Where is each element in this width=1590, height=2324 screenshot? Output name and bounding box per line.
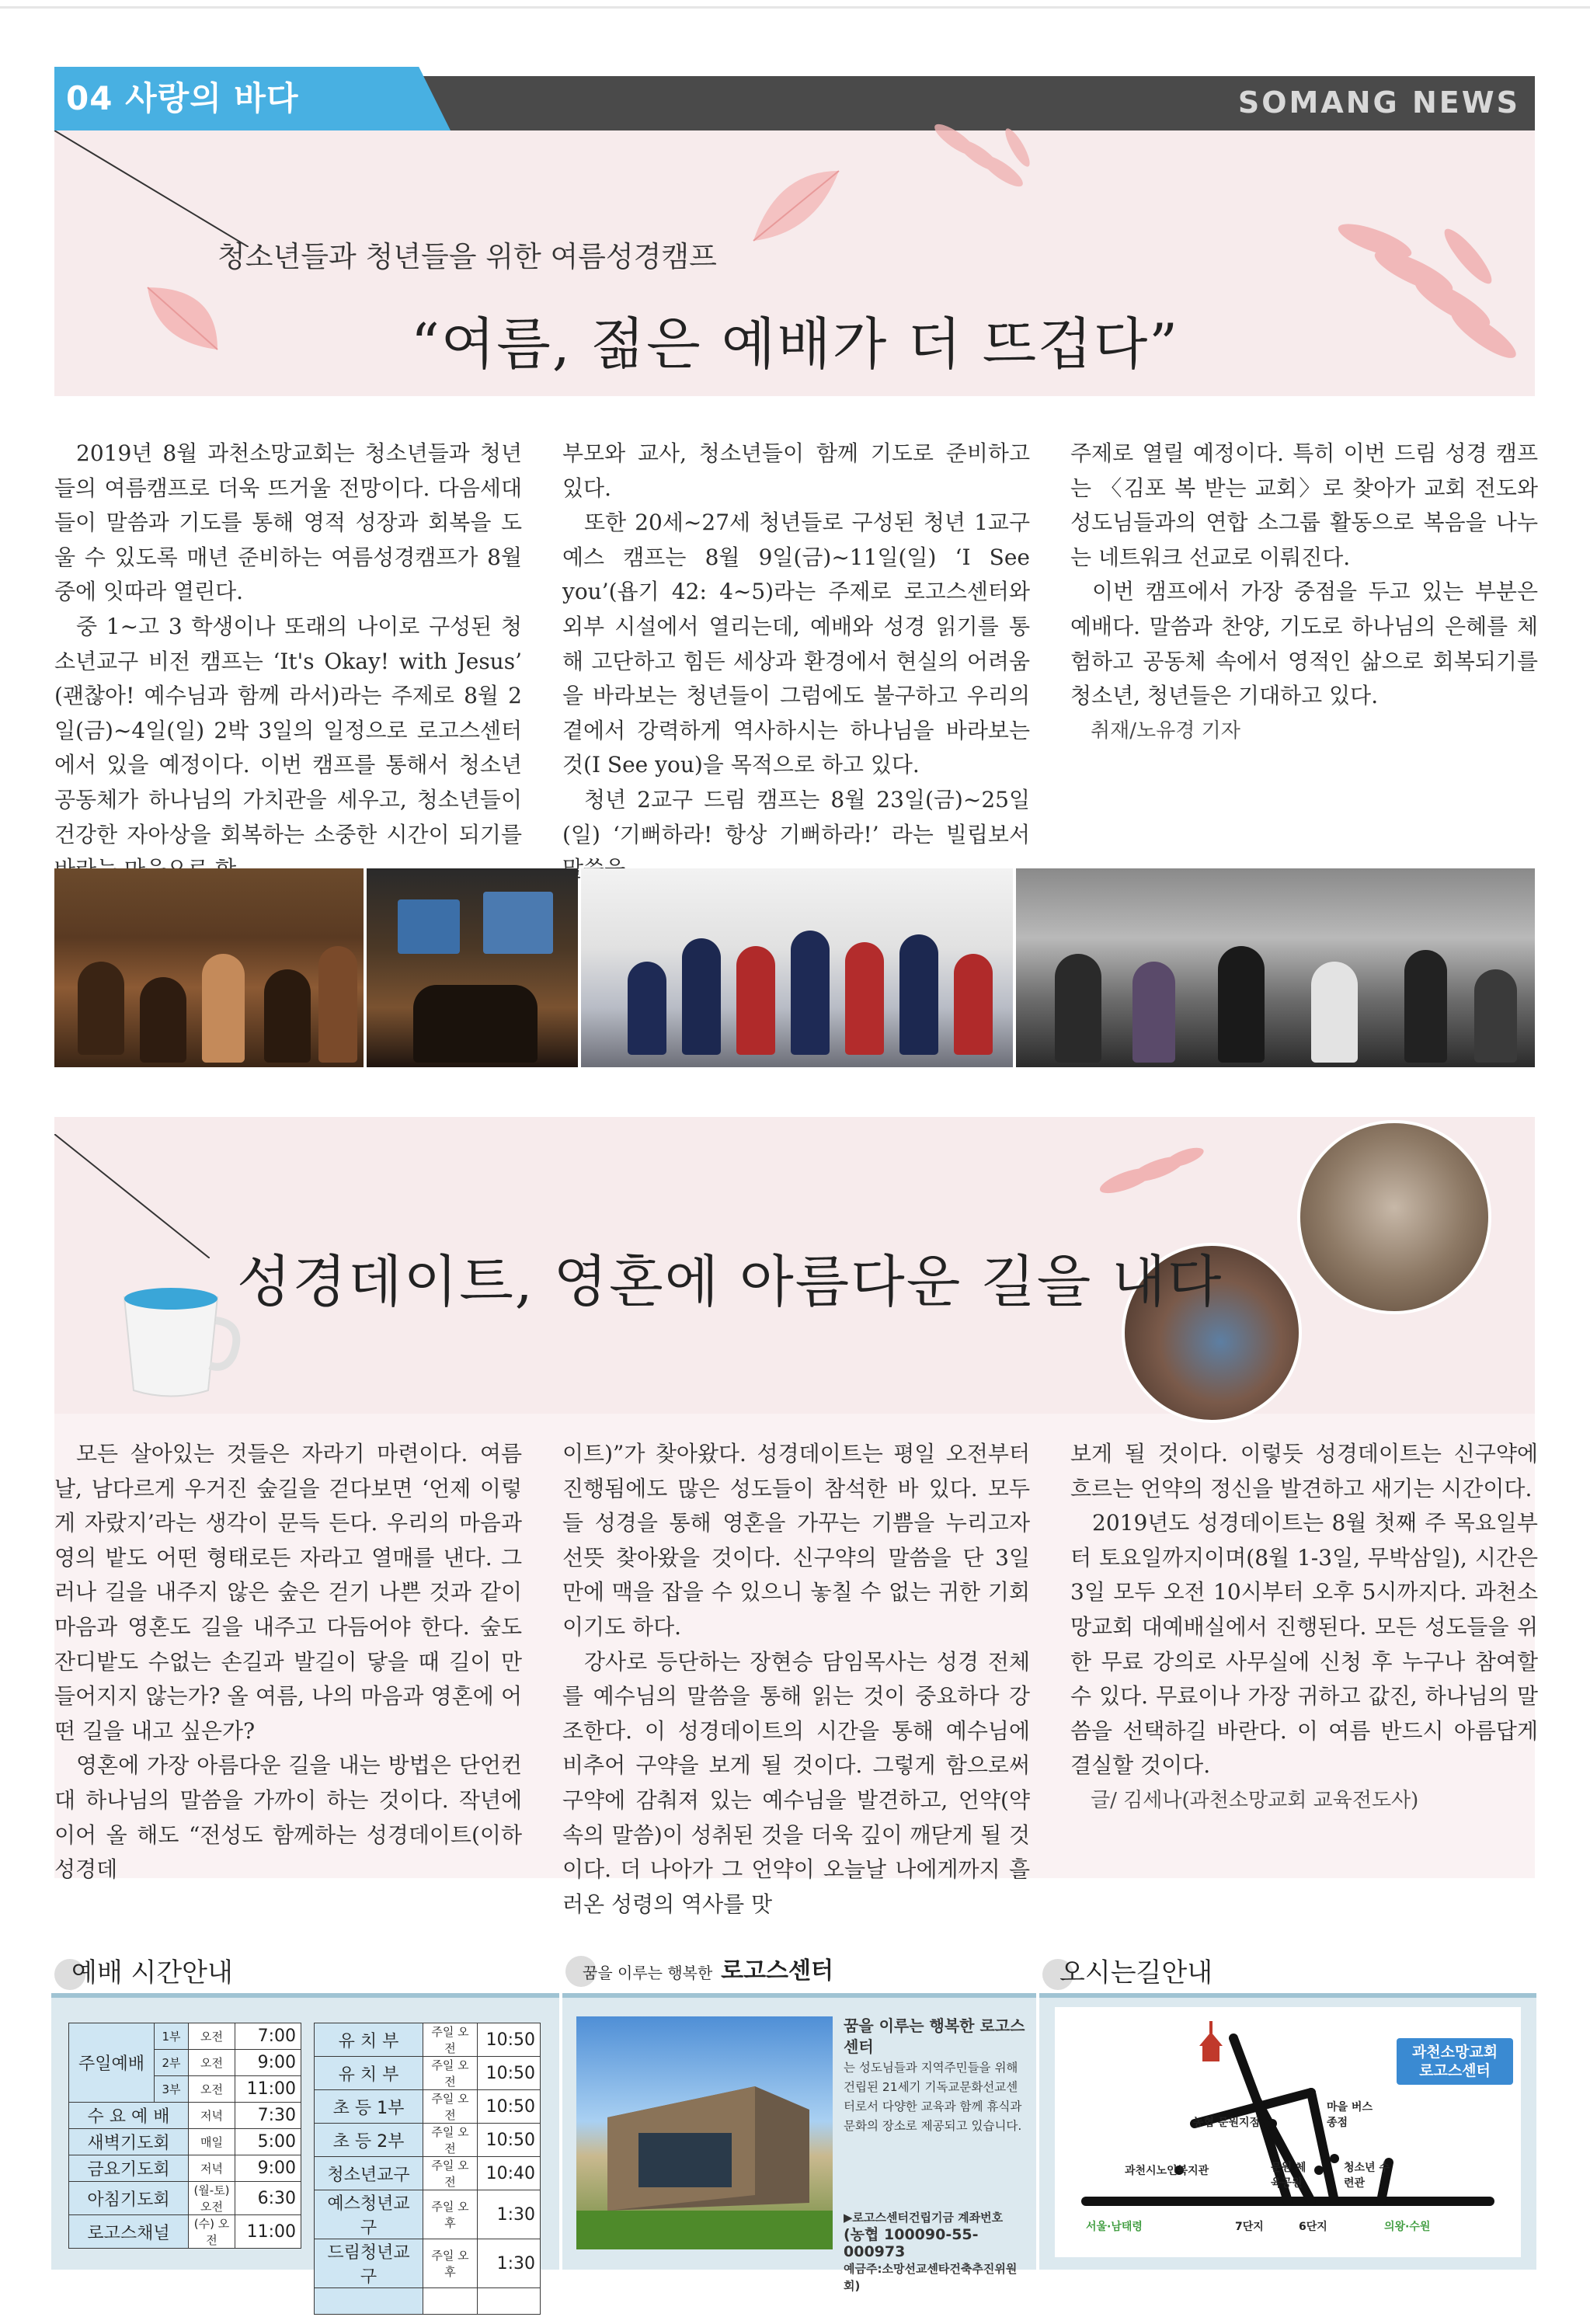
map-label-park: 문원 체육공원 bbox=[1271, 2162, 1306, 2190]
table-cell: 수 요 예 배 bbox=[69, 2103, 189, 2129]
table-cell bbox=[423, 2288, 478, 2315]
table-cell: (수) 오전 bbox=[189, 2215, 235, 2249]
table-cell: 10:50 bbox=[478, 2090, 541, 2124]
table-row bbox=[315, 2157, 541, 2190]
teacup-icon bbox=[109, 1266, 249, 1406]
decorative-diagonal-line bbox=[54, 1134, 210, 1258]
camp-photo-dance bbox=[1016, 868, 1535, 1067]
camp-photo-group bbox=[581, 868, 1013, 1067]
table-cell: 저녁 bbox=[189, 2103, 235, 2129]
table-cell: 예스청년교구 bbox=[315, 2190, 423, 2239]
logos-text-body: 는 성도님들과 지역주민들을 위해 건립된 21세기 기독교문화선교센터로서 다양한 교육과 함께 휴식과 문화의 장소로 제공되고 있습니다. bbox=[844, 2061, 1022, 2133]
logos-text-head: 꿈을 이루는 행복한 로고스센터 bbox=[844, 2016, 1025, 2056]
table-cell: 9:00 bbox=[235, 2155, 301, 2182]
table-row bbox=[315, 2239, 541, 2288]
table-cell: 유 치 부 bbox=[315, 2057, 423, 2090]
table-row bbox=[69, 2103, 301, 2129]
logos-account-number: (농협 100090-55-000973 bbox=[844, 2226, 979, 2260]
camp-photo-stage bbox=[367, 868, 578, 1067]
table-cell: 주일 오전 bbox=[423, 2157, 478, 2190]
map-label-youth: 청소년 수련관 bbox=[1344, 2162, 1390, 2190]
table-cell: 7:00 bbox=[235, 2023, 301, 2050]
church-location-label: 과천소망교회 로고스센터 bbox=[1397, 2038, 1513, 2085]
worship-section-title bbox=[54, 1951, 233, 1990]
paragraph: 2019년도 성경데이트는 8월 첫째 주 목요일부터 토요일까지이며(8월 1-3일, 무박삼일), 시간은 3일 모두 오전 10시부터 오후 5시까지다. 과천소망교회 대예배실에서 진행된다. 모든 성도들을 위한 무료 강의로 사무실에 신청 후 누구나 참여할 수 있다. 무료이나 가장 귀하고 값진, 하나님의 말씀을 선택하길 바란다. 이 여름 반드시 아름답게 결실할 것이다. bbox=[1070, 1510, 1538, 1779]
logos-account-label: ▶로고스센터건립기금 계좌번호 bbox=[844, 2211, 1004, 2225]
leaf-icon bbox=[1095, 1134, 1204, 1212]
table-row bbox=[315, 2124, 541, 2157]
table-cell: 11:00 bbox=[235, 2076, 301, 2103]
table-cell: 드림청년교구 bbox=[315, 2239, 423, 2288]
paragraph: 중 1~고 3 학생이나 또래의 나이로 구성된 청소년교구 비전 캠프는 ‘It's Okay! with Jesus’ (괜찮아! 예수님과 함께 라서)라는 주제로 8월 2일(금)~4일(일) 2박 3일의 일정으로 로고스센터에서 있을 예정이다. 이번 캠프를 통해서 청소년 공동체가 하나님의 가치관을 세우고, 청소년들이 건강한 자아상을 회복하는 소중한 시간이 되기를 bbox=[54, 613, 522, 847]
worship-table-departments bbox=[314, 2023, 541, 2315]
table-cell: 매일 bbox=[189, 2129, 235, 2155]
logos-title-small: 꿈을 이루는 행복한 bbox=[583, 1964, 713, 1982]
table-cell: (월-토) 오전 bbox=[189, 2182, 235, 2215]
worship-table-main bbox=[68, 2023, 301, 2249]
table-cell: 2부 bbox=[155, 2050, 189, 2076]
article1-byline: 취재/노유경 기자 bbox=[1091, 718, 1240, 743]
table-cell: 1:30 bbox=[478, 2239, 541, 2288]
directions-map bbox=[1055, 2007, 1521, 2257]
article2-column-3 bbox=[1070, 1437, 1538, 1818]
table-row bbox=[315, 2057, 541, 2090]
table-cell: 3부 bbox=[155, 2076, 189, 2103]
decorative-diagonal-line bbox=[54, 130, 249, 247]
table-cell: 아침기도회 bbox=[69, 2182, 189, 2215]
table-cell: 오전 bbox=[189, 2023, 235, 2050]
table-cell: 1:30 bbox=[478, 2190, 541, 2239]
table-cell: 1부 bbox=[155, 2023, 189, 2050]
table-row bbox=[69, 2155, 301, 2182]
article1-column-1 bbox=[54, 437, 522, 887]
logos-center-description bbox=[844, 2016, 1027, 2294]
table-cell: 주일 오후 bbox=[423, 2239, 478, 2288]
directions-title-text: 오시는길안내 bbox=[1059, 1957, 1213, 1988]
table-cell: 10:50 bbox=[478, 2023, 541, 2057]
table-row bbox=[315, 2190, 541, 2239]
table-cell: 10:50 bbox=[478, 2057, 541, 2090]
table-cell: 주일예배 bbox=[69, 2023, 155, 2103]
table-cell bbox=[478, 2288, 541, 2315]
paragraph: 2019년 8월 과천소망교회는 청소년들과 청년들의 여름캠프로 더욱 뜨거울 전망이다. 다음세대들이 말씀과 기도를 통해 영적 성장과 회복을 도울 수 있도록 매년 준비하는 여름성경캠프가 8월 중에 잇따라 열린다. bbox=[54, 440, 522, 605]
table-row bbox=[69, 2023, 301, 2050]
table-row bbox=[69, 2182, 301, 2215]
table-cell: 오전 bbox=[189, 2076, 235, 2103]
table-cell: 9:00 bbox=[235, 2050, 301, 2076]
table-cell: 로고스채널 bbox=[69, 2215, 189, 2249]
paragraph: 이트)”가 찾아왔다. 성경데이트는 평일 오전부터 진행됨에도 많은 성도들이 참석한 바 있다. 모두들 성경을 통해 영혼을 가꾸는 기쁨을 누리고자 선뜻 찾아왔을 것이다. 신구약의 말씀을 단 3일 만에 맥을 잡을 수 있으니 놓칠 수 없는 귀한 기회이기도 하다. bbox=[562, 1441, 1030, 1640]
directions-section-title bbox=[1042, 1951, 1213, 1990]
table-row bbox=[69, 2215, 301, 2249]
table-cell: 새벽기도회 bbox=[69, 2129, 189, 2155]
article2-headline: 성경데이트, 영혼에 아름다운 길을 내다 bbox=[237, 1249, 1223, 1314]
map-label-uiwang: 의왕·수원 bbox=[1384, 2221, 1431, 2233]
article1-column-3 bbox=[1070, 437, 1538, 748]
table-cell: 오전 bbox=[189, 2050, 235, 2076]
article2-column-2 bbox=[562, 1437, 1030, 1922]
paragraph: 강사로 등단하는 장현승 담임목사는 성경 전체를 예수님의 말씀을 통해 읽는 것이 중요하다 강조한다. 이 성경데이트의 시간을 통해 예수님에 비추어 구약을 보게 될 것이다. 그렇게 함으로써 구약에 감춰져 있는 예수님을 발견하고, 언약(약속의 말씀)이 성취된 것을 더욱 깊이 깨닫게 될 것이다. 더 나아가 그 언약이 오늘날 나에게까지 흘러온 성령의 역사를 맛 bbox=[562, 1648, 1030, 1917]
map-label-welfare: 과천시노인복지관 bbox=[1125, 2165, 1209, 2177]
logos-account-holder: 예금주:소망선교센타건축추진위원회) bbox=[844, 2262, 1018, 2293]
logos-title-big: 로고스센터 bbox=[721, 1957, 833, 1985]
paragraph: 이번 캠프에서 가장 중점을 두고 있는 부분은 예배다. 말씀과 찬양, 기도로 하나님의 은혜를 체험하고 공동체 속에서 영적인 삶으로 회복되기를 청소년, 청년들은 기대하고 있다. bbox=[1070, 579, 1538, 709]
table-cell: 주일 오전 bbox=[423, 2057, 478, 2090]
table-cell: 주일 오후 bbox=[423, 2190, 478, 2239]
table-cell: 주일 오전 bbox=[423, 2090, 478, 2124]
table-cell: 청소년교구 bbox=[315, 2157, 423, 2190]
table-cell: 금요기도회 bbox=[69, 2155, 189, 2182]
camp-photo-worship-hall bbox=[54, 868, 364, 1067]
table-cell: 주일 오전 bbox=[423, 2023, 478, 2057]
table-cell: 7:30 bbox=[235, 2103, 301, 2129]
paragraph: 청년 2교구 드림 캠프는 8월 23일(금)~25일(일) ‘기뻐하라! 항상 기뻐하라!’ 라는 빌립보서 bbox=[562, 786, 1030, 847]
article1-column-2 bbox=[562, 437, 1030, 887]
map-label-6danji: 6단지 bbox=[1299, 2221, 1327, 2233]
article1-subtitle: 청소년들과 청년들을 위한 여름성경캠프 bbox=[217, 240, 717, 273]
worship-title-text: 예배 시간안내 bbox=[71, 1957, 233, 1988]
paragraph: 주제로 열릴 예정이다. 특히 이번 드림 성경 캠프는 〈김포 복 받는 교회〉로 찾아가 교회 전도와 성도님들과의 연합 소그룹 활동으로 복음을 나누는 네트워크 선교로 이뤄진다. bbox=[1070, 440, 1538, 570]
paragraph: 또한 20세~27세 청년들로 구성된 청년 1교구 예스 캠프는 8월 9일(금)~11일(일) ‘I See you’(욥기 42: 4~5)라는 주제로 로고스센터와 외부 시설에서 열리는데, 예배와 성경 읽기를 통해 고단하고 힘든 세상과 환경에서 현실의 어려움을 바라보는 청년들이 그럼에도 불구하고 우리의 곁에서 강력하게 역사하시는 하나님을 바라보는 것(I See you)을 목적으로 하고 있다. bbox=[562, 510, 1030, 778]
article2-byline: 글/ 김세나(과천소망교회 교육전도사) bbox=[1091, 1788, 1419, 1812]
section-title: 04 사랑의 바다 bbox=[66, 79, 299, 117]
table-cell: 10:50 bbox=[478, 2124, 541, 2157]
brand-logo: SOMANG NEWS bbox=[1237, 85, 1520, 120]
table-cell: 5:00 bbox=[235, 2129, 301, 2155]
table-cell: 저녁 bbox=[189, 2155, 235, 2182]
article1-headline: “여름, 젊은 예배가 더 뜨겁다” bbox=[410, 311, 1180, 377]
table-row bbox=[315, 2090, 541, 2124]
table-row bbox=[315, 2288, 541, 2315]
table-cell: 6:30 bbox=[235, 2182, 301, 2215]
map-label-seoul: 서울·남태령 bbox=[1086, 2221, 1143, 2233]
top-rule bbox=[0, 6, 1590, 9]
paragraph: 영혼에 가장 아름다운 길을 내는 방법은 단언컨대 하나님의 말씀을 가까이 하는 것이다. 작년에 이어 올 해도 “전성도 함께하는 성경데이트(이하 성경데 bbox=[54, 1752, 522, 1883]
table-row bbox=[315, 2023, 541, 2057]
paragraph: 보게 될 것이다. 이렇듯 성경데이트는 신구약에 흐르는 언약의 정신을 발견하고 새기는 시간이다. bbox=[1070, 1441, 1538, 1501]
table-cell: 초 등 2부 bbox=[315, 2124, 423, 2157]
table-cell: 10:40 bbox=[478, 2157, 541, 2190]
map-label-7danji: 7단지 bbox=[1235, 2221, 1264, 2233]
leaf-icon bbox=[746, 163, 847, 249]
logos-section-title bbox=[565, 1951, 833, 1987]
table-cell bbox=[315, 2288, 423, 2315]
table-cell: 11:00 bbox=[235, 2215, 301, 2249]
logos-center-building-photo bbox=[576, 2016, 833, 2249]
bible-date-photo bbox=[1297, 1120, 1491, 1314]
table-cell: 초 등 1부 bbox=[315, 2090, 423, 2124]
leaf-icon bbox=[924, 117, 1049, 202]
table-row bbox=[69, 2129, 301, 2155]
table-cell: 주일 오전 bbox=[423, 2124, 478, 2157]
map-label-bus: 마을 버스종점 bbox=[1327, 2101, 1373, 2129]
paragraph: 모든 살아있는 것들은 자라기 마련이다. 여름날, 남다르게 우거진 숲길을 걷다보면 ‘언제 이렇게 자랐지’라는 생각이 문득 든다. 우리의 마음과 영의 밭도 어떤 형태로든 자라고 열매를 낸다. 그러나 길을 내주지 않은 숲은 걷기 나쁜 것과 같이 마음과 영혼도 길을 내주고 다듬어야 한다. 숲도 잔디밭도 수없는 손길과 발길이 닿을 때 길이 만들어지지 않는가? 올 여름, 나의 마음과 영혼에 어떤 길을 내고 싶은가? bbox=[54, 1441, 522, 1744]
paragraph: 부모와 교사, 청소년들이 함께 기도로 준비하고 있다. bbox=[562, 440, 1030, 501]
church-icon bbox=[1199, 2021, 1223, 2061]
article2-column-1 bbox=[54, 1437, 522, 1887]
table-cell: 유 치 부 bbox=[315, 2023, 423, 2057]
map-label-nonghyup: 농협 문원지점 bbox=[1193, 2117, 1261, 2129]
